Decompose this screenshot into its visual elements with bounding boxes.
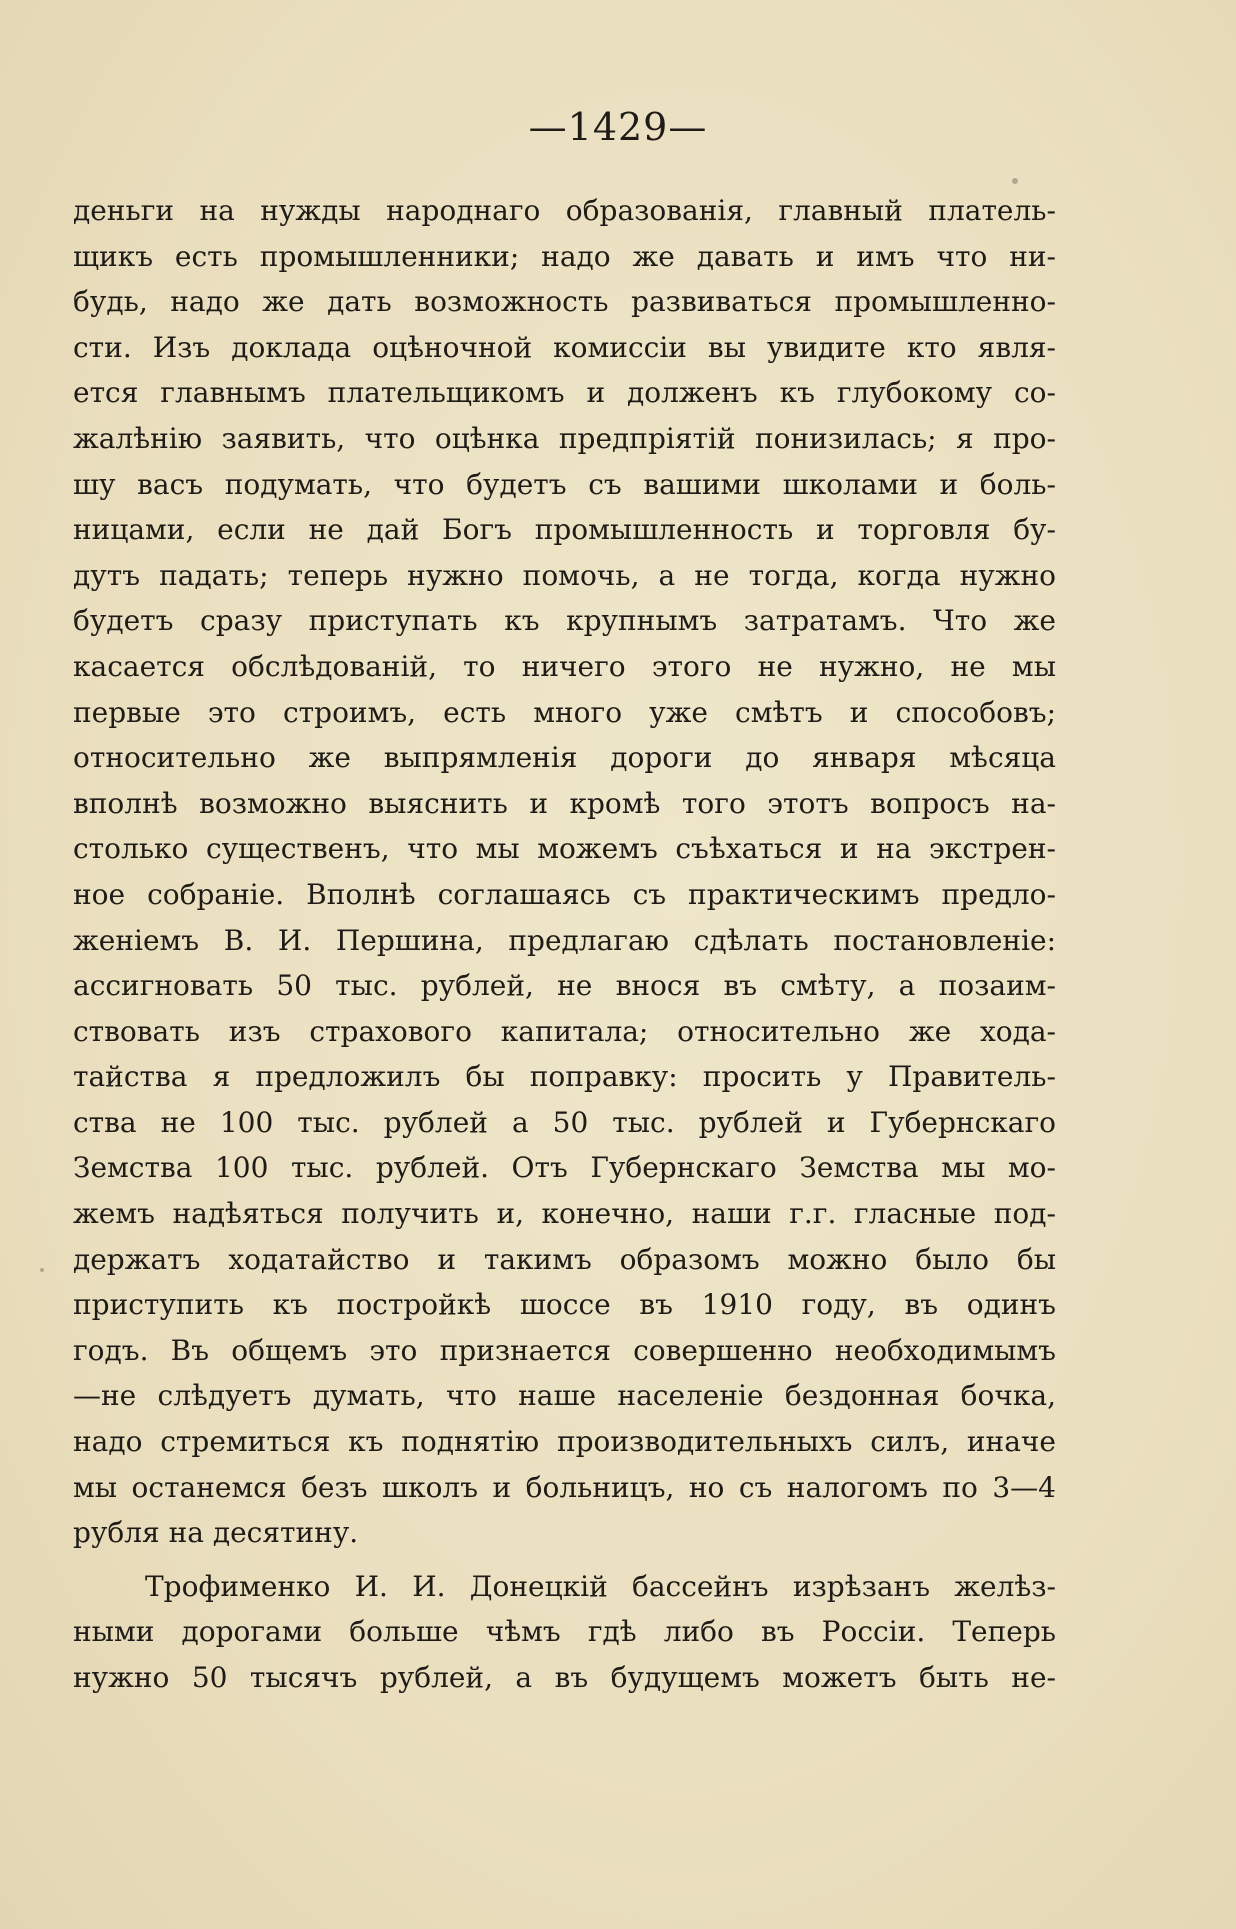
text-line: женіемъ В. И. Першина, предлагаю сдѣлать постановленіе: bbox=[73, 923, 1056, 957]
body-text bbox=[73, 188, 1056, 1701]
text-line: будь, надо же дать возможность развиваться промышленно- bbox=[73, 285, 1056, 319]
text-line: рубля на десятину. bbox=[73, 1516, 359, 1550]
text-line: тайства я предложилъ бы поправку: просить у Правитель- bbox=[73, 1060, 1056, 1094]
text-line: годъ. Въ общемъ это признается совершенно необходимымъ bbox=[73, 1333, 1056, 1367]
text-line: ствовать изъ страхового капитала; относительно же хода- bbox=[73, 1014, 1056, 1048]
text-line: ассигновать 50 тыс. рублей, не внося въ смѣту, а позаим- bbox=[73, 969, 1056, 1003]
text-line: нужно 50 тысячъ рублей, а въ будущемъ можетъ быть не- bbox=[73, 1661, 1056, 1694]
paragraph-gap bbox=[73, 1556, 1056, 1564]
text-line: первые это строимъ, есть много уже смѣтъ и способовъ; bbox=[73, 695, 1056, 729]
text-line: щикъ есть промышленники; надо же давать и имъ что ни- bbox=[73, 239, 1056, 273]
text-line: деньги на нужды народнаго образованія, главный платель- bbox=[73, 194, 1056, 227]
text-line: ницами, если не дай Богъ промышленность и торговля бу- bbox=[73, 513, 1056, 547]
text-line: мы останемся безъ школъ и больницъ, но съ налогомъ по 3—4 bbox=[73, 1470, 1056, 1504]
paragraph-2 bbox=[73, 1564, 1056, 1701]
paper-speck bbox=[40, 1268, 44, 1272]
paragraph-1 bbox=[73, 188, 1056, 1556]
text-line: ется главнымъ плательщикомъ и долженъ къ глубокому со- bbox=[73, 376, 1056, 410]
text-line: относительно же выпрямленія дороги до января мѣсяца bbox=[73, 741, 1056, 775]
text-line: шу васъ подумать, что будетъ съ вашими школами и боль- bbox=[73, 467, 1056, 501]
text-line: столько существенъ, что мы можемъ съѣхаться и на экстрен- bbox=[73, 832, 1056, 866]
page-number: —1429— bbox=[528, 105, 708, 149]
text-line: держатъ ходатайство и такимъ образомъ можно было бы bbox=[73, 1242, 1056, 1276]
text-line: ное собраніе. Вполнѣ соглашаясь съ практическимъ предло- bbox=[73, 877, 1056, 911]
text-line: вполнѣ возможно выяснить и кромѣ того этотъ вопросъ на- bbox=[73, 786, 1056, 820]
text-line: Трофименко И. И. Донецкій бассейнъ изрѣзанъ желѣз- bbox=[145, 1569, 1056, 1603]
text-line: жемъ надѣяться получить и, конечно, наши г.г. гласные под- bbox=[73, 1197, 1056, 1231]
paper-speck bbox=[1012, 178, 1018, 184]
text-line: жалѣнію заявить, что оцѣнка предпріятій понизилась; я про- bbox=[73, 421, 1056, 455]
text-line: —не слѣдуетъ думать, что наше населеніе бездонная бочка, bbox=[73, 1379, 1056, 1413]
text-line: касается обслѣдованій, то ничего этого не нужно, не мы bbox=[73, 649, 1056, 683]
text-line: Земства 100 тыс. рублей. Отъ Губернскаго Земства мы мо- bbox=[73, 1151, 1056, 1185]
text-line: дутъ падать; теперь нужно помочь, а не тогда, когда нужно bbox=[73, 558, 1056, 592]
text-line: ства не 100 тыс. рублей а 50 тыс. рублей и Губернскаго bbox=[73, 1105, 1056, 1139]
text-line: приступить къ постройкѣ шоссе въ 1910 году, въ одинъ bbox=[73, 1288, 1056, 1322]
text-line: надо стремиться къ поднятію производительныхъ силъ, иначе bbox=[73, 1425, 1056, 1459]
text-line: сти. Изъ доклада оцѣночной комиссіи вы увидите кто явля- bbox=[73, 330, 1056, 364]
text-line: ными дорогами больше чѣмъ гдѣ либо въ Россіи. Теперь bbox=[73, 1615, 1056, 1649]
text-line: будетъ сразу приступать къ крупнымъ затратамъ. Что же bbox=[73, 604, 1056, 638]
